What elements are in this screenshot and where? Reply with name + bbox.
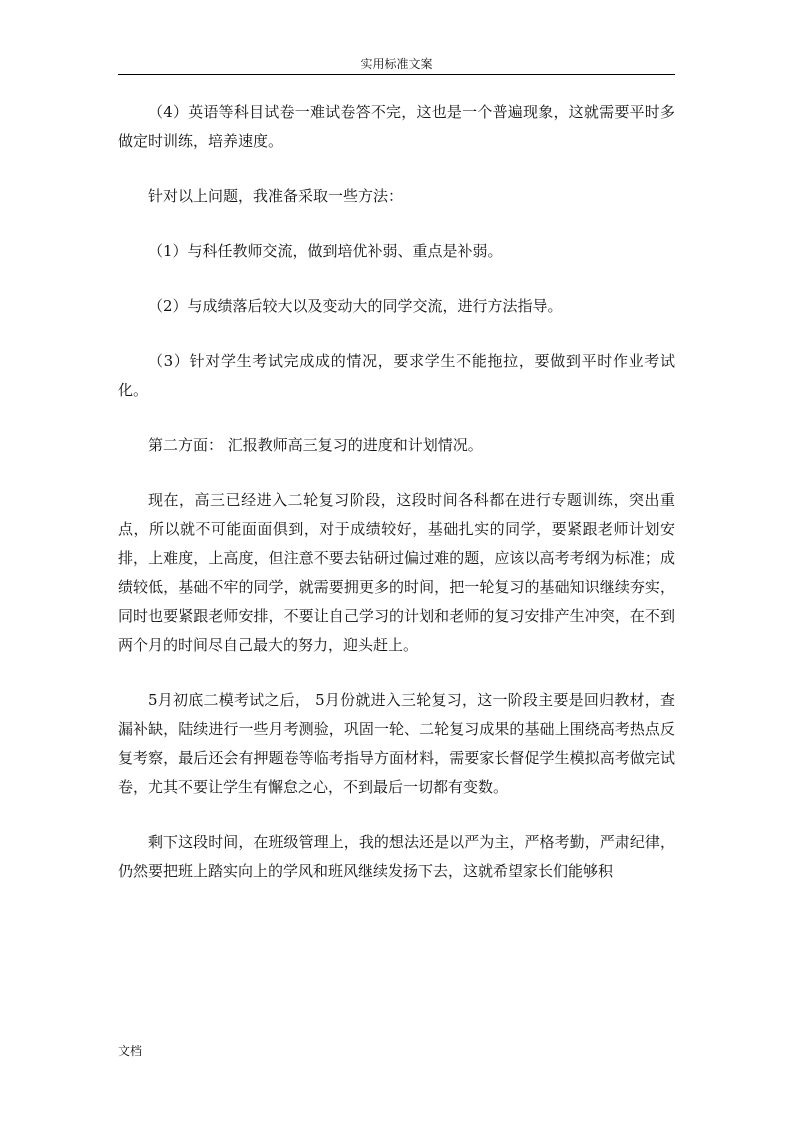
paragraph-method-1: （1）与科任教师交流，做到培优补弱、重点是补弱。: [148, 242, 503, 260]
page-footer: [118, 1043, 142, 1059]
paragraph-class-management: 剩下这段时间，在班级管理上，我的想法还是以严为主，严格考勤，严肃纪律，仍然要把班上踏实向上的学风和班风继续发扬下去，这就希望家长们能够积: [118, 833, 675, 880]
section-heading-second-aspect: 第二方面： 汇报教师高三复习的进度和计划情况。: [148, 436, 483, 454]
header-title: 实用标准文案: [360, 57, 433, 71]
paragraph-current-progress: 现在，高三已经进入二轮复习阶段，这段时间各科都在进行专题训练，突出重点，所以就不可能面面俱到，对于成绩较好，基础扎实的同学，要紧跟老师计划安排，上难度，上高度，但注意不要去钻研过偏过难的题，应该以高考考纲为标准；成绩较低，基础不牢的同学，就需要拥更多的时间，把一轮复习的基础知识继续夯实，同时也要紧跟老师安排，不要让自己学习的计划和老师的复习安排产生冲突，在不到两个月的时间尽自己最大的努力，迎头赶上。: [118, 491, 675, 654]
page-header: [118, 54, 675, 75]
paragraph-method-2: （2）与成绩落后较大以及变动大的同学交流，进行方法指导。: [148, 297, 563, 315]
paragraph-english-exam: （4）英语等科目试卷一难试卷答不完，这也是一个普遍现象，这就需要平时多做定时训练，培养速度。: [118, 103, 675, 150]
paragraph-methods-intro: 针对以上问题，我准备采取一些方法：: [148, 187, 404, 205]
footer-label: 文档: [118, 1044, 143, 1058]
document-body: [118, 98, 675, 886]
paragraph-may-plan: 5月初底二模考试之后， 5月份就进入三轮复习，这一阶段主要是回归教材，查漏补缺，陆续进行一些月考测验，巩固一轮、二轮复习成果的基础上围绕高考热点反复考察，最后还会有押题卷等临考指导方面材料，需要家长督促学生模拟高考做完试卷，尤其不要让学生有懈怠之心，不到最后一切都有变数。: [118, 691, 675, 796]
paragraph-method-3: （3）针对学生考试完成成的情况，要求学生不能拖拉，要做到平时作业考试化。: [118, 352, 675, 399]
